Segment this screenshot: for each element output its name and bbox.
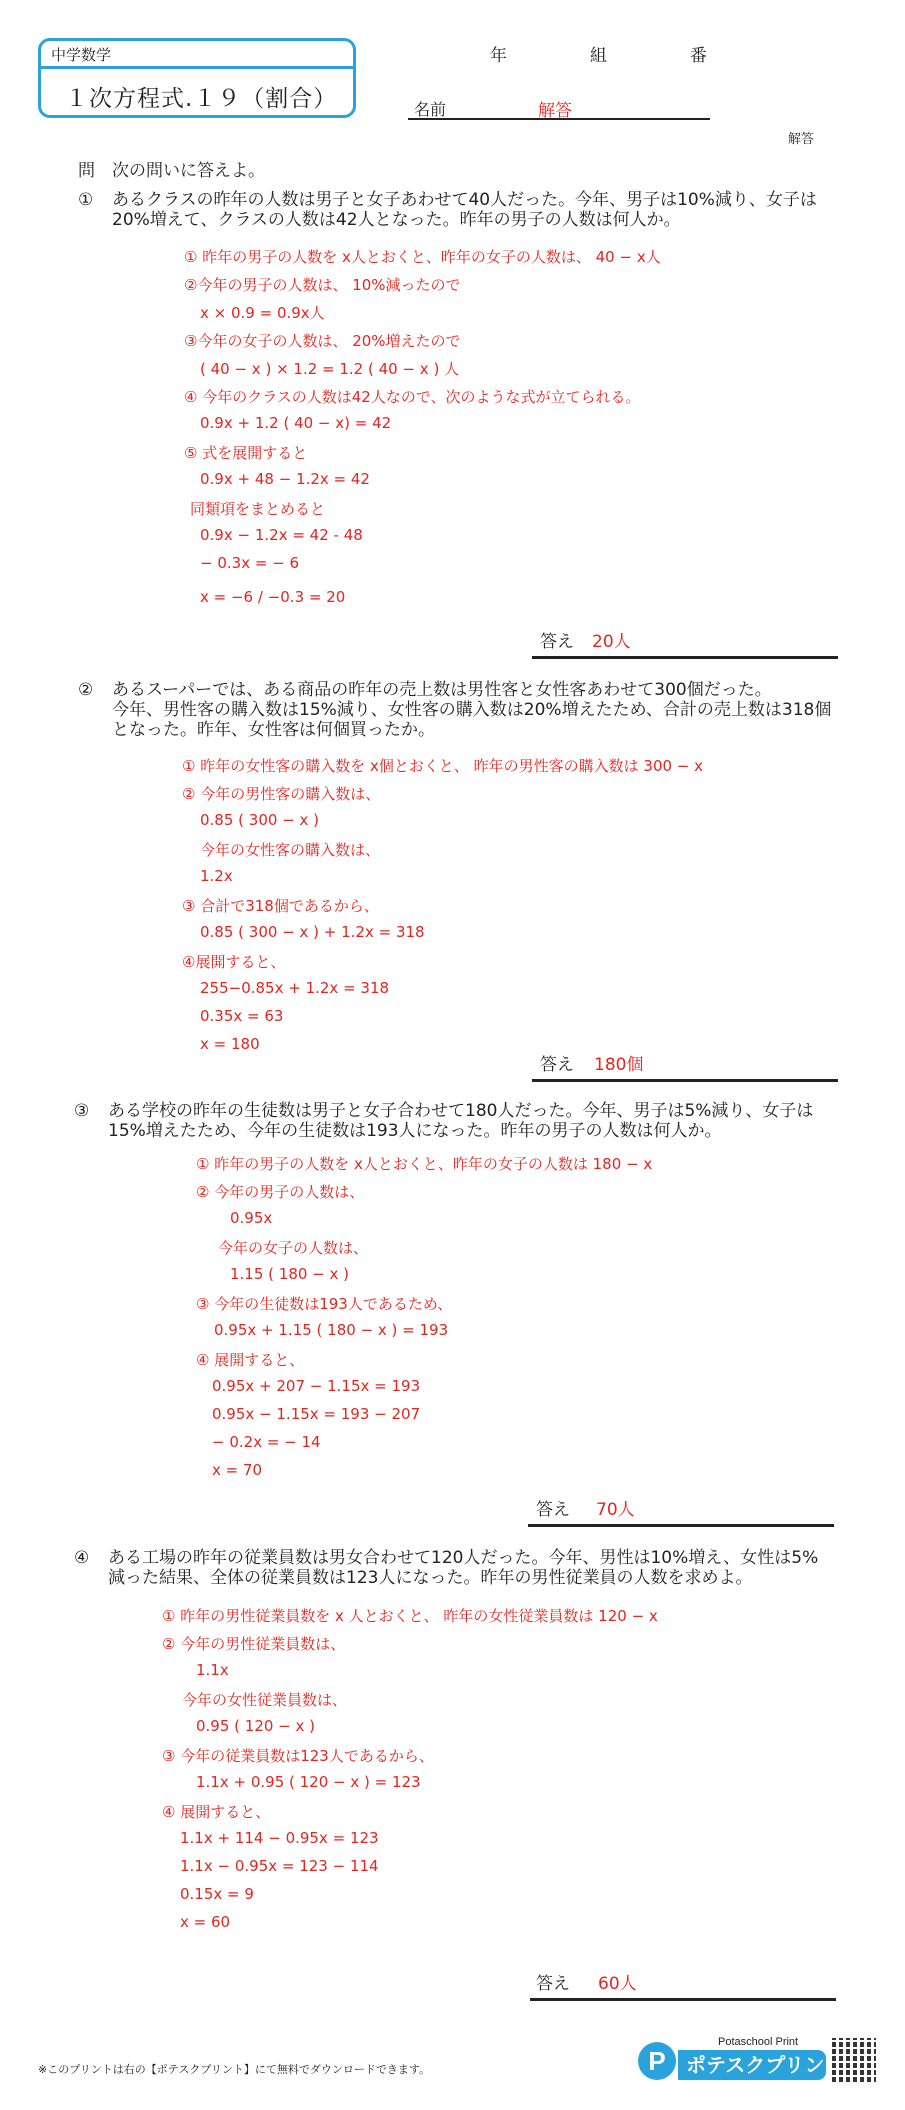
solution-step: ⑤ 式を展開すると bbox=[184, 444, 308, 462]
solution-step: 255−0.85x + 1.2x = 318 bbox=[200, 979, 390, 997]
subject-label: 中学数学 bbox=[51, 46, 112, 64]
solution-step: 0.85 ( 300 − x ) + 1.2x = 318 bbox=[200, 923, 425, 941]
problem-number: ① bbox=[78, 190, 94, 210]
solution-step: x = 60 bbox=[180, 1913, 231, 1931]
solution-step: 1.1x + 114 − 0.95x = 123 bbox=[180, 1829, 379, 1847]
problem-text-line: ある工場の昨年の従業員数は男女合わせて120人だった。今年、男性は10%増え、女性は5% bbox=[108, 1548, 819, 1568]
solution-step: ③今年の女子の人数は、 20%増えたので bbox=[184, 332, 461, 350]
problem-number: ④ bbox=[74, 1548, 90, 1568]
potaschool-logo[interactable] bbox=[636, 2030, 876, 2107]
answer-underline bbox=[530, 1998, 836, 2001]
solution-step: ② 今年の男性従業員数は、 bbox=[162, 1635, 346, 1653]
solution-step: 1.1x − 0.95x = 123 − 114 bbox=[180, 1857, 379, 1875]
instruction-marker: 問 bbox=[78, 161, 95, 181]
problem-text-line: あるクラスの昨年の人数は男子と女子あわせて40人だった。今年、男子は10%減り、女子は bbox=[112, 190, 817, 210]
solution-step: x = 70 bbox=[212, 1461, 263, 1479]
class-label: 組 bbox=[590, 46, 607, 66]
solution-step: 1.1x bbox=[196, 1661, 229, 1679]
solution-step: 今年の女性従業員数は、 bbox=[182, 1691, 348, 1709]
solution-step: 0.9x − 1.2x = 42 - 48 bbox=[200, 526, 363, 544]
solution-step: 0.95x − 1.15x = 193 − 207 bbox=[212, 1405, 421, 1423]
answer-value: 60人 bbox=[598, 1974, 637, 1994]
problem-text-line: ある学校の昨年の生徒数は男子と女子合わせて180人だった。今年、男子は5%減り、女子は bbox=[108, 1101, 814, 1121]
title-tab bbox=[41, 41, 353, 69]
problem-text-line: あるスーパーでは、ある商品の昨年の売上数は男性客と女性客あわせて300個だった。 bbox=[112, 680, 772, 700]
worksheet-title: １次方程式.１９（割合） bbox=[65, 86, 338, 112]
logo-main-text: ポテスクプリント bbox=[686, 2053, 825, 2107]
solution-step: 0.35x = 63 bbox=[200, 1007, 284, 1025]
solution-step: ④ 展開すると、 bbox=[162, 1803, 271, 1821]
problem-text-line: 減った結果、全体の従業員数は123人になった。昨年の男性従業員の人数を求めよ。 bbox=[108, 1568, 753, 1588]
solution-step: ③ 今年の生徒数は193人であるため、 bbox=[196, 1295, 453, 1313]
solution-step: 0.9x + 1.2 ( 40 − x) = 42 bbox=[200, 414, 392, 432]
problem-text-line: となった。昨年、女性客は何個買ったか。 bbox=[112, 720, 435, 740]
solution-step: ④ 展開すると、 bbox=[196, 1351, 305, 1369]
solution-step: 同類項をまとめると bbox=[190, 500, 326, 518]
answer-underline bbox=[532, 656, 838, 659]
solution-step: ③ 合計で318個であるから、 bbox=[182, 897, 379, 915]
year-label: 年 bbox=[490, 46, 507, 66]
solution-step: ③ 今年の従業員数は123人であるから、 bbox=[162, 1747, 434, 1765]
answer-label: 答え bbox=[536, 1500, 570, 1520]
name-value: 解答 bbox=[538, 101, 572, 121]
answer-value: 180個 bbox=[594, 1055, 644, 1075]
answer-underline bbox=[528, 1524, 834, 1527]
solution-step: − 0.2x = − 14 bbox=[212, 1433, 321, 1451]
problem-text-line: 今年、男性客の購入数は15%減り、女性客の購入数は20%増えたため、合計の売上数は318個 bbox=[112, 700, 832, 720]
name-underline bbox=[408, 118, 710, 120]
number-label: 番 bbox=[690, 46, 707, 66]
footer-note: ※このプリントは右の【ポテスクプリント】にて無料でダウンロードできます。 bbox=[38, 2063, 431, 2076]
problem-text-line: 15%増えたため、今年の生徒数は193人になった。昨年の男子の人数は何人か。 bbox=[108, 1121, 722, 1141]
solution-step: 0.9x + 48 − 1.2x = 42 bbox=[200, 470, 370, 488]
solution-step: ① 昨年の男性従業員数を x 人とおくと、 昨年の女性従業員数は 120 − x bbox=[162, 1607, 658, 1625]
logo-subtitle: Potaschool Print bbox=[718, 2036, 799, 2048]
solution-step: ④展開すると、 bbox=[182, 953, 286, 971]
solution-step: 0.95x + 207 − 1.15x = 193 bbox=[212, 1377, 421, 1395]
answer-value: 70人 bbox=[596, 1500, 635, 1520]
answer-label: 答え bbox=[536, 1974, 570, 1994]
problem-number: ③ bbox=[74, 1101, 90, 1121]
solution-step: x = 180 bbox=[200, 1035, 260, 1053]
solution-step: 1.2x bbox=[200, 867, 233, 885]
solution-step: 0.95x + 1.15 ( 180 − x ) = 193 bbox=[214, 1321, 449, 1339]
solution-step: 1.1x + 0.95 ( 120 − x ) = 123 bbox=[196, 1773, 421, 1791]
solution-step: ① 昨年の女性客の購入数を x個とおくと、 昨年の男性客の購入数は 300 − x bbox=[182, 757, 704, 775]
problem-text-line: 20%増えて、クラスの人数は42人となった。昨年の男子の人数は何人か。 bbox=[112, 210, 681, 230]
logo-p-icon bbox=[638, 2042, 676, 2080]
name-label: 名前 bbox=[414, 100, 447, 119]
solution-step: 0.95 ( 120 − x ) bbox=[196, 1717, 316, 1735]
solution-step: − 0.3x = − 6 bbox=[200, 554, 300, 572]
solution-step: ① 昨年の男子の人数を x人とおくと、昨年の女子の人数は 180 − x bbox=[196, 1155, 653, 1173]
answer-tag: 解答 bbox=[788, 132, 815, 147]
solution-step: ① 昨年の男子の人数を x人とおくと、昨年の女子の人数は、 40 − x人 bbox=[184, 248, 661, 266]
solution-step: 0.15x = 9 bbox=[180, 1885, 254, 1903]
solution-step: x × 0.9 = 0.9x人 bbox=[200, 304, 325, 322]
solution-step: ②今年の男子の人数は、 10%減ったので bbox=[184, 276, 461, 294]
logo-wordmark bbox=[678, 2050, 826, 2107]
instruction-text: 次の問いに答えよ。 bbox=[112, 161, 265, 181]
solution-step: ( 40 − x ) × 1.2 = 1.2 ( 40 − x ) 人 bbox=[200, 360, 460, 378]
answer-value: 20人 bbox=[592, 632, 631, 652]
solution-step: ② 今年の男性客の購入数は、 bbox=[182, 785, 381, 803]
solution-step: 0.95x bbox=[230, 1209, 273, 1227]
logo-letter: P bbox=[648, 2046, 666, 2076]
solution-step: 今年の女性客の購入数は、 bbox=[200, 841, 381, 859]
answer-label: 答え bbox=[540, 632, 574, 652]
solution-step: 1.15 ( 180 − x ) bbox=[230, 1265, 350, 1283]
problem-number: ② bbox=[78, 680, 94, 700]
title-box bbox=[38, 38, 356, 118]
solution-step: 0.85 ( 300 − x ) bbox=[200, 811, 320, 829]
answer-underline bbox=[532, 1079, 838, 1082]
qr-code-pattern bbox=[832, 2038, 876, 2082]
solution-step: ② 今年の男子の人数は、 bbox=[196, 1183, 365, 1201]
solution-step: x = −6 / −0.3 = 20 bbox=[200, 588, 346, 606]
solution-step: 今年の女子の人数は、 bbox=[218, 1239, 369, 1257]
solution-step: ④ 今年のクラスの人数は42人なので、次のような式が立てられる。 bbox=[184, 388, 641, 406]
answer-label: 答え bbox=[540, 1055, 574, 1075]
